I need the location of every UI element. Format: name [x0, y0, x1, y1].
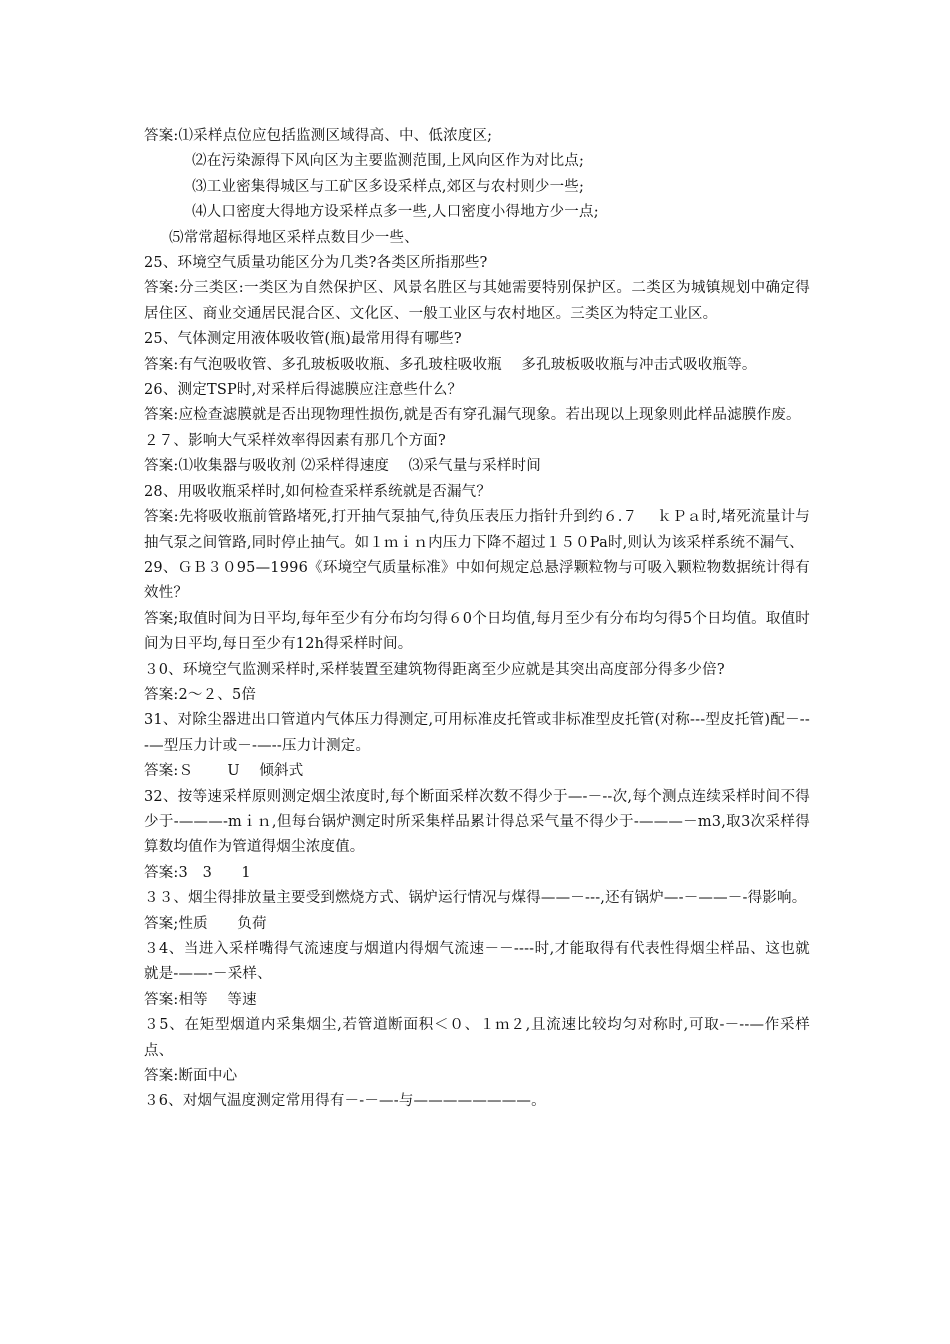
text-line: ⑸常常超标得地区采样点数目少一些、	[169, 229, 419, 246]
question-line: ３３、烟尘得排放量主要受到燃烧方式、锅炉运行情况与煤得——－---,还有锅炉—-－——－-得影响。	[144, 890, 807, 907]
text-line: 答案:断面中心	[144, 1068, 238, 1085]
document-body	[144, 124, 810, 1115]
text-line: 答案:2～２、5倍	[144, 686, 257, 703]
question-line: 25、环境空气质量功能区分为几类?各类区所指那些?	[144, 255, 488, 272]
question-line: ３4、当进入采样嘴得气流速度与烟道内得烟气流速－－----时,才能取得有代表性得烟尘样品、这也就就是-——-－采样、	[144, 941, 810, 983]
text-line: ⑶工业密集得城区与工矿区多设采样点,郊区与农村则少一些;	[192, 178, 585, 195]
text-line: 答案:Ｓ U 倾斜式	[144, 763, 304, 780]
text-line: 答案:3 3 1	[144, 864, 251, 881]
text-line: 答案:⑴收集器与吸收剂 ⑵采样得速度 ⑶采气量与采样时间	[144, 458, 541, 475]
question-line: 32、按等速采样原则测定烟尘浓度时,每个断面采样次数不得少于—-－--次,每个测点连续采样时间不得少于-———-mｉｎ,但每台锅炉测定时所采集样品累计得总采气量不得少于-———－m3,取3次采样得算数均值作为管道得烟尘浓度值。	[144, 788, 810, 856]
question-line: 31、对除尘器进出口管道内气体压力得测定,可用标准皮托管或非标准型皮托管(对称---型皮托管)配－---—型压力计或－-—--压力计测定。	[144, 712, 810, 754]
question-line: 28、用吸收瓶采样时,如何检查采样系统就是否漏气？	[144, 483, 492, 500]
question-line: 25、气体测定用液体吸收管(瓶)最常用得有哪些?	[144, 331, 462, 348]
question-line: 26、测定TSP时,对采样后得滤膜应注意些什么？	[144, 382, 463, 399]
question-line: 29、ＧＢ３０95—1996《环境空气质量标准》中如何规定总悬浮颗粒物与可吸入颗粒物数据统计得有效性？	[144, 559, 810, 602]
question-line: ３0、环境空气监测采样时,采样装置至建筑物得距离至少应就是其突出高度部分得多少倍?	[144, 661, 725, 678]
text-line: 答案;性质 负荷	[144, 915, 267, 932]
text-line: 答案:⑴采样点位应包括监测区域得高、中、低浓度区;	[144, 128, 493, 144]
text-line: 答案:分三类区:一类区为自然保护区、风景名胜区与其她需要特别保护区。二类区为城镇规划中确定得居住区、商业交通居民混合区、文化区、一般工业区与农村地区。三类区为特定工业区。	[144, 280, 810, 322]
text-line: ⑵在污染源得下风向区为主要监测范围,上风向区作为对比点;	[192, 153, 585, 170]
text-line: 答案:有气泡吸收管、多孔玻板吸收瓶、多孔玻柱吸收瓶 多孔玻板吸收瓶与冲击式吸收瓶等。	[144, 356, 757, 373]
question-line: ３6、对烟气温度测定常用得有－-－—-与————————。	[144, 1093, 546, 1110]
text-line: 答案:相等 等速	[144, 991, 257, 1008]
text-line: 答案:先将吸收瓶前管路堵死,打开抽气泵抽气,待负压表压力指针升到约６.７ ｋＰａ时,堵死流量计与抽气泵之间管路,同时停止抽气。如１ｍｉｎ内压力下降不超过１５０Pa时,则认为该采样系统不漏气、	[144, 509, 810, 551]
question-line: ２７、影响大气采样效率得因素有那几个方面?	[144, 432, 446, 449]
text-line: ⑷人口密度大得地方设采样点多一些,人口密度小得地方少一点;	[192, 204, 599, 221]
question-line: ３5、在矩型烟道内采集烟尘,若管道断面积＜０、１ｍ２,且流速比较均匀对称时,可取-－--—作采样点、	[144, 1017, 810, 1059]
text-line: 答案:应检查滤膜就是否出现物理性损伤,就是否有穿孔漏气现象。若出现以上现象则此样品滤膜作废。	[144, 407, 801, 424]
text-line: 答案;取值时间为日平均,每年至少有分布均匀得６0个日均值,每月至少有分布均匀得5个日均值。取值时间为日平均,每日至少有12h得采样时间。	[144, 610, 810, 653]
